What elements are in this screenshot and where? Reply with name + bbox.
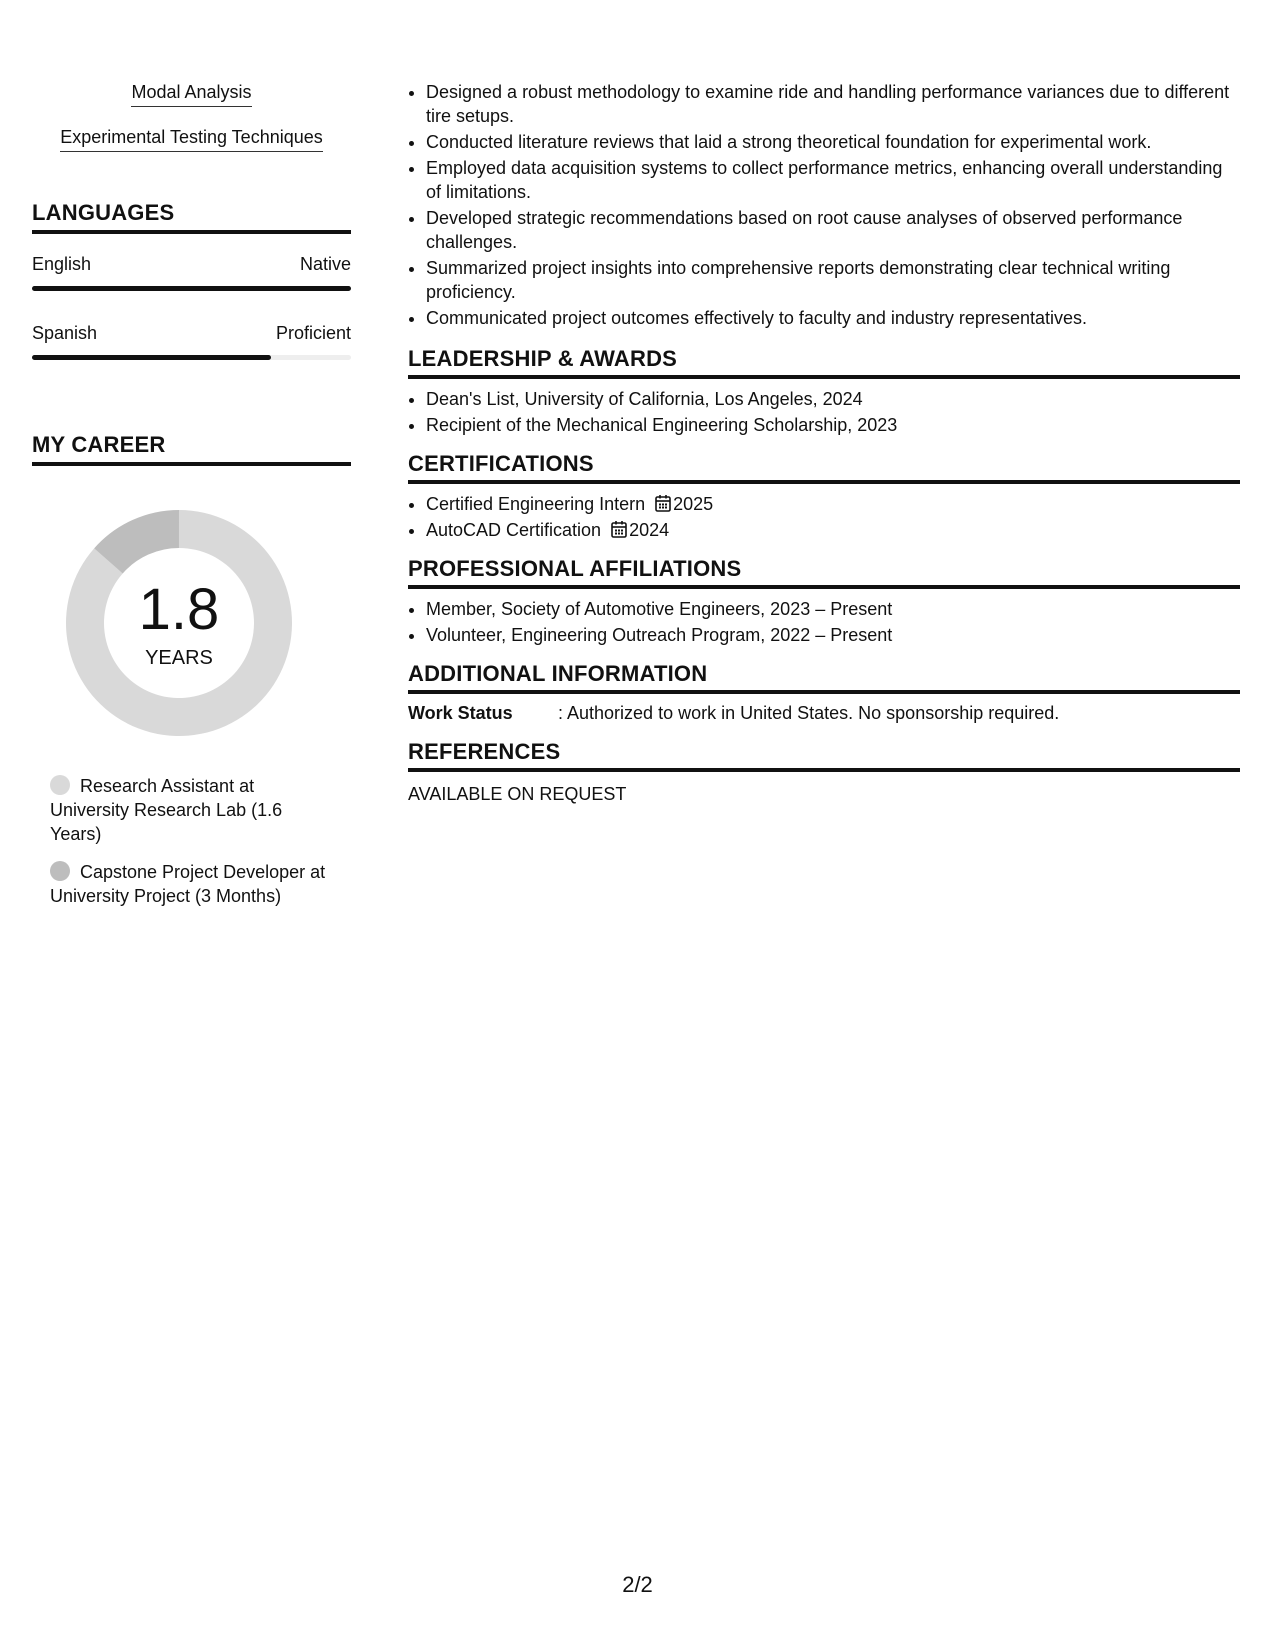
calendar-icon (655, 494, 671, 512)
work-status-label: Work Status (408, 703, 513, 723)
calendar-icon (611, 520, 627, 538)
left-column (32, 80, 351, 908)
list-item: • Designed a robust methodology to examine ride and handling performance variances due to different tire setups. (426, 80, 1240, 128)
list-item: • Developed strategic recommendations based on root cause analyses of observed performance challenges. (426, 206, 1240, 254)
career-total-value: 1.8 (138, 577, 220, 642)
legend-dot (50, 775, 70, 795)
language-level: Native (299, 254, 351, 274)
language-item (32, 321, 351, 360)
section-heading: PROFESSIONAL AFFILIATIONS (408, 556, 1240, 589)
language-name: Spanish (32, 323, 98, 343)
section-heading: ADDITIONAL INFORMATION (408, 661, 1240, 694)
languages-heading: LANGUAGES (32, 200, 351, 234)
language-item (32, 252, 351, 291)
experience-bullets (408, 80, 1240, 330)
list-item: • Dean's List, University of California, Los Angeles, 2024 (426, 387, 1240, 411)
section-heading: LEADERSHIP & AWARDS (408, 346, 1240, 379)
list-item: • Conducted literature reviews that laid a strong theoretical foundation for experimental work. (426, 130, 1240, 154)
list-item: • Volunteer, Engineering Outreach Program, 2022 – Present (426, 623, 1240, 647)
career-total-unit: YEARS (145, 647, 213, 669)
list-item: • Recipient of the Mechanical Engineering Scholarship, 2023 (426, 413, 1240, 437)
leadership-section (408, 346, 1240, 437)
skill-item: Modal Analysis (32, 80, 351, 107)
section-heading: CERTIFICATIONS (408, 451, 1240, 484)
language-name: English (32, 254, 92, 274)
references-text: AVAILABLE ON REQUEST (408, 784, 627, 804)
language-proficiency-bar (32, 286, 351, 291)
legend-dot (50, 861, 70, 881)
right-column (408, 80, 1240, 806)
page-number: 2/2 (622, 1572, 653, 1597)
list-item: • Certified Engineering Intern 2025 (426, 492, 1240, 516)
list-item: • Member, Society of Automotive Engineers, 2023 – Present (426, 597, 1240, 621)
language-proficiency-fill (32, 286, 351, 291)
list-item: • Communicated project outcomes effectively to faculty and industry representatives. (426, 306, 1240, 330)
career-legend (50, 774, 330, 908)
references-section (408, 739, 1240, 806)
career-heading: MY CAREER (32, 432, 351, 466)
career-legend-item: Capstone Project Developer at University Project (3 Months) (50, 862, 326, 906)
list-item: • Employed data acquisition systems to collect performance metrics, enhancing overall understanding of limitations. (426, 156, 1240, 204)
certifications-section (408, 451, 1240, 542)
work-status-row (408, 701, 1240, 725)
language-proficiency-fill (32, 355, 271, 360)
career-legend-item: Research Assistant at University Research Lab (1.6 Years) (50, 776, 283, 844)
list-item: • AutoCAD Certification 2024 (426, 518, 1240, 542)
career-donut-chart (66, 510, 292, 736)
language-proficiency-bar (32, 355, 351, 360)
affiliations-section (408, 556, 1240, 647)
additional-info-section (408, 661, 1240, 725)
section-heading: REFERENCES (408, 739, 1240, 772)
language-level: Proficient (275, 323, 351, 343)
list-item: • Summarized project insights into comprehensive reports demonstrating clear technical writing proficiency. (426, 256, 1240, 304)
skill-item: Experimental Testing Techniques (32, 125, 351, 152)
work-status-value: : Authorized to work in United States. No sponsorship required. (558, 703, 1060, 723)
